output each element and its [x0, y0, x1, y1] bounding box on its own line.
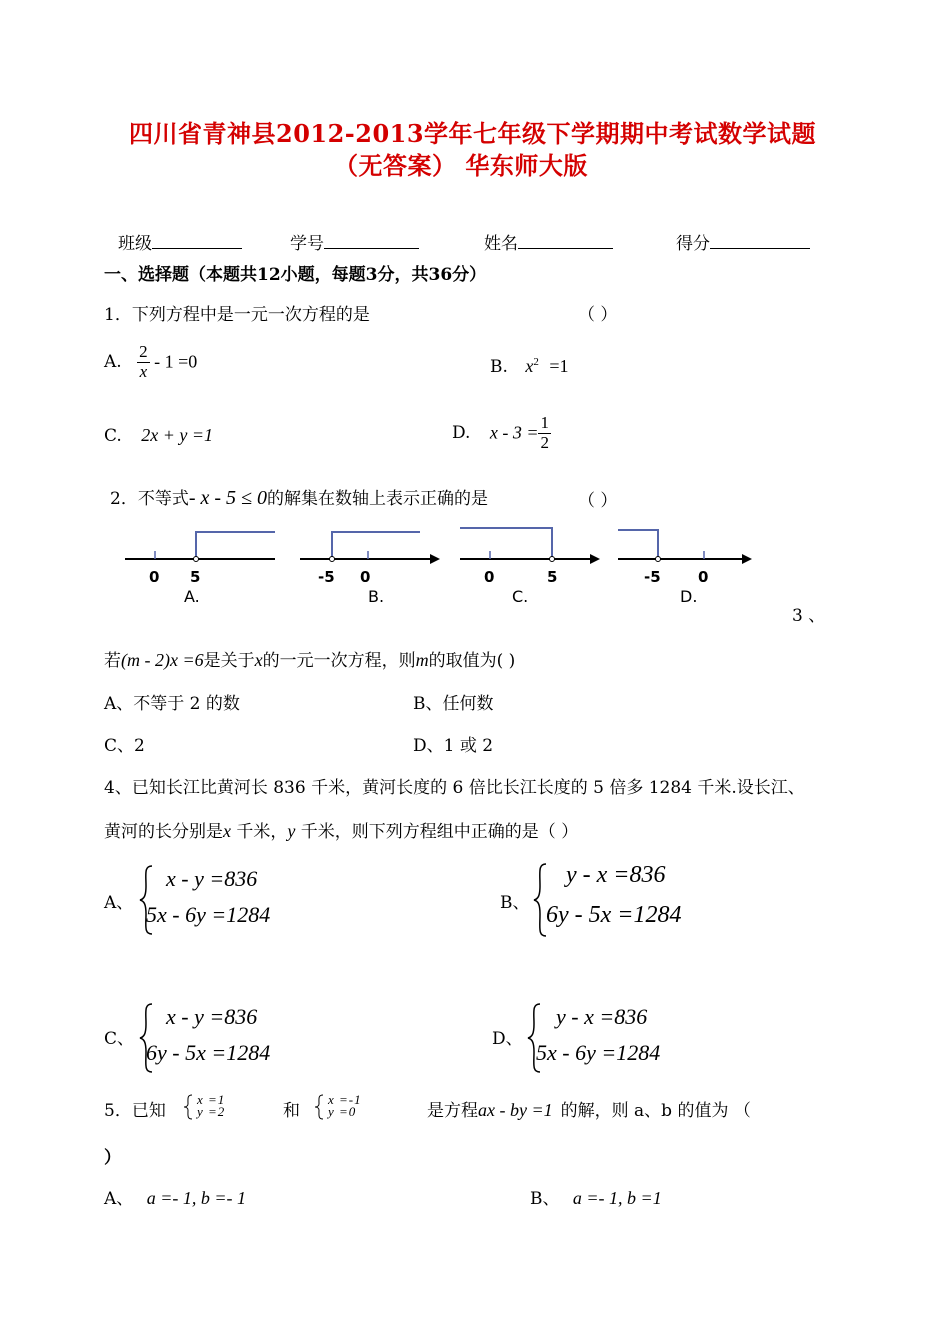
- q1-option-d[interactable]: [452, 414, 551, 452]
- score-blank[interactable]: [710, 232, 810, 249]
- q5-equation: ax - by =1: [478, 1100, 553, 1120]
- number-line-c-tick-0: 0: [484, 568, 495, 586]
- q5-solution-2: [314, 1094, 424, 1122]
- number-line-b[interactable]: [300, 532, 440, 606]
- q5-option-a-expr: a =- 1, b =- 1: [146, 1188, 246, 1208]
- q1-stem: 1．下列方程中是一元一次方程的是: [104, 305, 370, 325]
- name-blank[interactable]: [518, 232, 613, 249]
- q4-option-d-system[interactable]: [526, 1002, 716, 1074]
- q5-solution-1: [183, 1094, 273, 1122]
- id-field: [290, 229, 419, 254]
- q1-option-b-expr: [525, 356, 568, 376]
- q4-a-eq2: 5x - 6y =1284: [146, 902, 271, 927]
- q3-stem-post: 的取值为( ): [428, 651, 516, 671]
- q3-option-d[interactable]: D、1 或 2: [413, 736, 494, 756]
- page-subtitle: （无答案） 华东师大版: [334, 151, 588, 180]
- q1-option-d-label: D.: [452, 422, 471, 443]
- brace-icon: [183, 1094, 193, 1120]
- number-line-a-tick-5: 5: [190, 568, 201, 586]
- q5-stem-rest: [427, 1096, 751, 1121]
- q5-sys2-eq2: y =0: [328, 1104, 357, 1119]
- q5-sys2-eq1: x =-1: [328, 1092, 362, 1107]
- q4-stem-line2: [104, 817, 578, 842]
- q5-stem-pre: 5．已知: [104, 1101, 166, 1121]
- q3-option-c[interactable]: C、2: [104, 736, 145, 756]
- name-label: 姓名: [484, 234, 518, 254]
- q4-line2-mid: 千米，: [231, 822, 288, 842]
- number-line-d-label: D.: [680, 587, 698, 606]
- q5-option-b-expr: a =- 1, b =1: [572, 1188, 662, 1208]
- number-line-a-tick-0: 0: [149, 568, 160, 586]
- brace-icon: [314, 1094, 324, 1120]
- q4-c-eq1: x - y =836: [166, 1004, 258, 1029]
- q5-close-paren: ）: [104, 1148, 121, 1168]
- q1-b-rest: =1: [549, 356, 569, 376]
- q1-a-denominator: x: [139, 361, 148, 381]
- number-line-c-tick-5: 5: [547, 568, 558, 586]
- q1-d-left: x - 3 =: [489, 422, 539, 443]
- score-label: 得分: [676, 234, 710, 254]
- q2-stem-post: 的解集在数轴上表示正确的是: [267, 489, 489, 509]
- q1-b-exponent: 2: [533, 356, 539, 368]
- number-line-a[interactable]: [125, 532, 275, 606]
- id-label: 学号: [290, 234, 324, 254]
- q4-option-a-system[interactable]: [138, 864, 318, 936]
- id-blank[interactable]: [324, 232, 419, 249]
- q4-option-b-label[interactable]: B、: [500, 893, 530, 913]
- class-label: 班级: [118, 234, 152, 254]
- q4-option-d-label[interactable]: D、: [492, 1029, 523, 1049]
- q3-stem-mid2: 的一元一次方程，则: [262, 651, 416, 671]
- number-line-c[interactable]: [460, 528, 600, 606]
- number-line-b-tick-0: 0: [360, 568, 371, 586]
- q4-option-c-system[interactable]: [138, 1002, 318, 1074]
- q3-option-a[interactable]: A、不等于 2 的数: [104, 694, 240, 714]
- q3-stem: [104, 646, 515, 671]
- score-field: [676, 229, 810, 254]
- q1-option-a[interactable]: [104, 343, 197, 381]
- q4-line2-post: 千米，则下列方程组中正确的是（ ）: [295, 822, 579, 842]
- q1-option-b-label: B.: [490, 357, 508, 377]
- q1-b-base: x: [525, 356, 534, 376]
- q1-option-c-label: C.: [104, 426, 122, 446]
- q3-stem-mid1: 是关于: [203, 651, 255, 671]
- section-heading: 一、选择题（本题共12小题，每题3分，共36分）: [104, 265, 487, 285]
- q2-number-lines: [120, 518, 760, 613]
- q2-answer-paren: （ ）: [578, 491, 618, 511]
- q3-number: 3 、: [792, 606, 826, 626]
- number-line-b-tick-neg5: -5: [318, 568, 335, 586]
- page-title: 四川省青神县2012-2013学年七年级下学期期中考试数学试题: [129, 119, 817, 148]
- q1-a-rest: - 1 =0: [154, 351, 198, 372]
- q3-stem-pre: 若: [104, 651, 121, 671]
- q1-option-a-expr: [137, 342, 198, 381]
- q5-and: 和: [283, 1101, 300, 1121]
- number-line-a-label: A.: [184, 587, 200, 606]
- q1-d-denominator: 2: [540, 432, 549, 452]
- q2-stem: [110, 484, 488, 510]
- q5-option-b[interactable]: [530, 1184, 662, 1209]
- q2-stem-pre: 2．不等式: [110, 489, 189, 509]
- q1-option-c-expr: 2x + y =1: [141, 425, 213, 445]
- q5-sys1-eq2: y =2: [197, 1104, 226, 1119]
- q4-option-c-label[interactable]: C、: [104, 1029, 135, 1049]
- q4-option-b-system[interactable]: [532, 862, 732, 938]
- q2-inequality: - x - 5 ≤ 0: [188, 487, 268, 509]
- q1-option-d-expr: [489, 413, 551, 452]
- q1-option-c[interactable]: [104, 425, 213, 446]
- q1-a-numerator: 2: [139, 342, 148, 361]
- q5-option-a-label: A、: [104, 1189, 134, 1209]
- q4-a-eq1: x - y =836: [166, 866, 258, 891]
- q1-answer-paren: （ ）: [578, 305, 618, 325]
- number-line-d[interactable]: [618, 530, 752, 606]
- q5-option-b-label: B、: [530, 1189, 560, 1209]
- number-line-b-label: B.: [368, 587, 385, 606]
- number-line-d-tick-neg5: -5: [644, 568, 661, 586]
- q4-var-x: x: [223, 821, 231, 841]
- class-blank[interactable]: [152, 232, 242, 249]
- q4-b-eq2: 6y - 5x =1284: [546, 902, 682, 928]
- number-line-c-label: C.: [512, 587, 529, 606]
- q5-sys1-eq1: x =1: [197, 1092, 226, 1107]
- q4-stem-line1: 4、已知长江比黄河长 836 千米，黄河长度的 6 倍比长江长度的 5 倍多 1284 千米.设长江、: [104, 778, 805, 798]
- number-line-d-tick-0: 0: [698, 568, 709, 586]
- class-field: [118, 229, 242, 254]
- q1-option-a-label: A.: [104, 351, 122, 372]
- name-field: [484, 229, 613, 254]
- q3-option-b[interactable]: B、任何数: [413, 694, 494, 714]
- q4-d-eq2: 5x - 6y =1284: [536, 1040, 661, 1065]
- q5-stem-mid: 是方程: [427, 1101, 478, 1121]
- q4-option-a-label[interactable]: A、: [104, 893, 134, 913]
- q3-expression: (m - 2)x =6: [121, 650, 204, 670]
- q4-var-y: y: [287, 821, 296, 841]
- q5-option-a[interactable]: [104, 1184, 246, 1209]
- q4-d-eq1: y - x =836: [556, 1004, 648, 1029]
- q4-c-eq2: 6y - 5x =1284: [146, 1040, 271, 1065]
- q3-var-x: x: [254, 650, 263, 670]
- q3-var-m: m: [415, 650, 429, 670]
- q4-line2-pre: 黄河的长分别是: [104, 822, 223, 842]
- q4-b-eq1: y - x =836: [566, 862, 666, 888]
- q1-d-numerator: 1: [540, 413, 549, 432]
- q1-option-b[interactable]: [490, 356, 568, 377]
- q5-stem-post: 的解，则 a、b 的值为 （: [560, 1101, 751, 1121]
